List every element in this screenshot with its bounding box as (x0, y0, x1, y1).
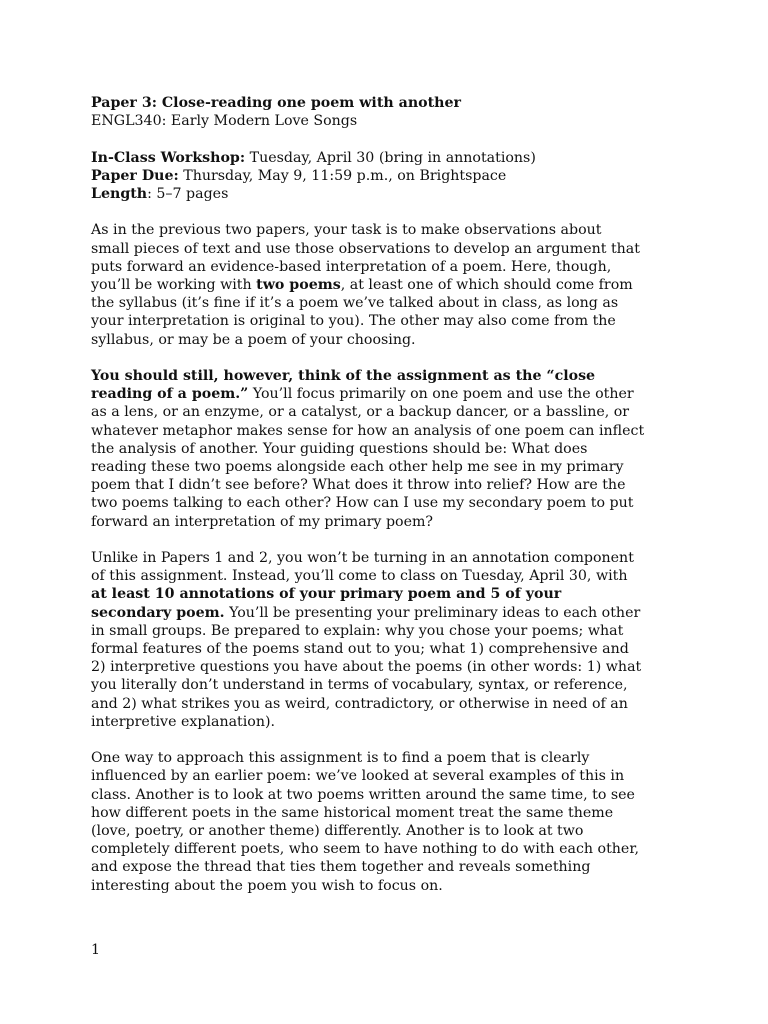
due-date: Paper Due: Thursday, May 9, 11:59 p.m., on Brightspace (91, 167, 507, 184)
paper-length: Length: 5–7 pages (91, 186, 229, 202)
paragraph-annotations: Unlike in Papers 1 and 2, you won’t be turning in an annotation component of this assignment. Instead, you’ll come to class on Tuesday, April 30, with at least 10 annotations of your primary poem and 5 of your secondary poem. You’ll be presenting your preliminary ideas to each other in small groups. Be prepared to explain: why you chose your poems; what formal features of the poems stand out to you; what 1) comprehensive and 2) interpretive questions you have about the poems (in other words: 1) what you literally don’t understand in terms of vocabulary, syntax, or reference, and 2) what strikes you as weird, contradictory, or otherwise in need of an interpretive explanation). (91, 550, 642, 730)
document-header (91, 94, 691, 130)
document-body (91, 94, 691, 913)
page-number: 1 (91, 942, 101, 958)
course-name: ENGL340: Early Modern Love Songs (91, 113, 358, 130)
paragraph-approaches: One way to approach this assignment is to find a poem that is clearly influenced by an earlier poem: we’ve looked at several examples of this in class. Another is to look at two poems written around the same time, to see how different poets in the same historical moment treat the same theme (love, poetry, or another theme) differently. Another is to look at two completely different poets, who seem to have nothing to do with each other, and expose the thread that ties them together and reveals something interesting about the poem you wish to focus on. (91, 750, 640, 894)
paragraph-task: As in the previous two papers, your task is to make observations about small pieces of text and use those observations to develop an argument that puts forward an evidence-based interpretation of a poem. Here, though, you’ll be working with two poems, at least one of which should come from the syllabus (it’s fine if it’s a poem we’ve talked about in class, as long as your interpretation is original to you). The other may also come from the syllabus, or may be a poem of your choosing. (91, 222, 640, 348)
workshop-date: In-Class Workshop: Tuesday, April 30 (bring in annotations) (91, 149, 536, 166)
page-title: Paper 3: Close-reading one poem with another (91, 95, 461, 111)
assignment-details (91, 149, 691, 204)
paragraph-close-reading: You should still, however, think of the assignment as the “close reading of a poem.” You’ll focus primarily on one poem and use the other as a lens, or an enzyme, or a catalyst, or a backup dancer, or a bassline, or whatever metaphor makes sense for how an analysis of one poem can inflect the analysis of another. Your guiding questions should be: What does reading these two poems alongside each other help me see in my primary poem that I didn’t see before? What does it throw into relief? How are the two poems talking to each other? How can I use my secondary poem to put forward an interpretation of my primary poem? (91, 368, 645, 530)
